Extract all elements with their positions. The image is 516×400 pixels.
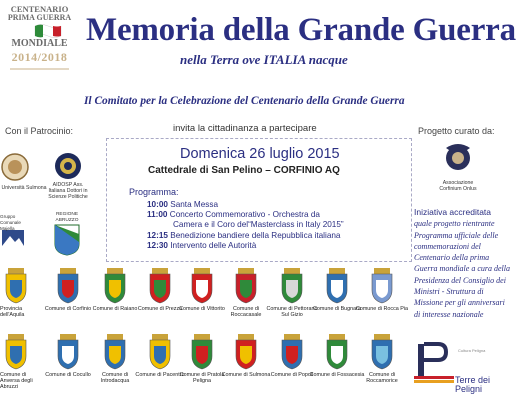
university-seal-icon (0, 150, 30, 184)
accreditation-line: Ministri - Struttura di (414, 287, 484, 297)
corfinium-association-logo-icon (442, 140, 474, 174)
town-caption: Comune di Roccamorice (366, 372, 398, 385)
town-shield-icon (233, 268, 259, 304)
logo-line4: 2014/2018 (11, 50, 68, 64)
town-shield-icon (324, 334, 350, 370)
programma-item (147, 200, 218, 210)
page-subtitle: nella Terra ove ITALIA nacque (180, 52, 348, 67)
university-caption: Università Sulmona (1, 185, 47, 191)
accreditation-text (414, 207, 510, 320)
regione-caption: REGIONE ABRUZZO (55, 212, 79, 223)
town-shield-icon (147, 268, 173, 304)
town-shield-icon (3, 268, 29, 304)
town-shield-icon (279, 268, 305, 304)
logo-line2: PRIMA GUERRA (7, 13, 72, 22)
town-shield-icon (369, 334, 395, 370)
programma-time: 12:15 (147, 231, 168, 240)
town-caption: Comune di Anversa degli Abruzzi (0, 372, 33, 391)
town-shield-icon (55, 334, 81, 370)
town-shield-icon (102, 268, 128, 304)
event-place: Cattedrale di San Pelino – CORFINIO AQ (148, 165, 340, 176)
logo-line1: CENTENARIO (10, 4, 69, 14)
programma-text: Santa Messa (170, 200, 219, 209)
town-caption: Comune di Rocca Pia (355, 306, 409, 312)
town-caption: Comune di Pacentro (135, 372, 185, 378)
programma-item (147, 241, 256, 251)
town-shield-icon (3, 334, 29, 370)
programma-text: Concerto Commemorativo - Orchestra da (169, 210, 320, 219)
town-shield-icon (147, 334, 173, 370)
invitation-text: invita la cittadinanza a partecipare (173, 123, 317, 134)
programma-item (147, 210, 320, 220)
regione-abruzzo-shield-icon (54, 224, 80, 256)
town-shield-icon (102, 334, 128, 370)
programma-time: 10:00 (147, 200, 168, 209)
town-caption: Provincia dell'Aquila (0, 306, 25, 319)
town-caption: Comune di Popoli (270, 372, 314, 378)
progetto-label: Progetto curato da: (418, 126, 495, 136)
town-caption: Comune di Prezza (137, 306, 183, 312)
town-shield-icon (369, 268, 395, 304)
town-caption: Comune di Pratola Peligna (179, 372, 225, 385)
association-caption: Associazione Corfinium Onlus (439, 180, 477, 192)
aidosp-logo-icon (54, 152, 82, 180)
town-caption: Comune di Raiano (92, 306, 138, 312)
town-caption: Comune di Bugnara (313, 306, 361, 312)
accreditation-line: di interesse nazionale (414, 309, 484, 319)
terre-brand: Terre dei Peligni (455, 375, 491, 394)
accreditation-line: Centenario della prima (414, 253, 490, 263)
italian-flag-icon (35, 23, 61, 39)
accreditation-line: quale progetto rientrante (414, 219, 495, 229)
town-caption: Comune di Cocullo (45, 372, 91, 378)
programma-item (147, 231, 340, 241)
committee-line: Il Comitato per la Celebrazione del Centenario della Grande Guerra (84, 95, 405, 107)
programma-text: Intervento delle Autorità (170, 241, 257, 250)
town-shield-icon (189, 268, 215, 304)
patrocinio-label: Con il Patrocinio: (5, 126, 74, 136)
town-shield-icon (324, 268, 350, 304)
logo-line3: MONDIALE (11, 38, 68, 49)
programma-item (173, 220, 344, 230)
accreditation-line: commemorazioni del (414, 241, 481, 251)
town-caption: Comune di Pettorano Sul Gizio (266, 306, 318, 319)
page-title: Memoria della Grande Guerra (86, 12, 516, 48)
aidosp-caption: AIDOSP Ass. Italiana Dottori in Scienze Politiche (48, 182, 88, 200)
town-caption: Comune di Corfinio (44, 306, 92, 312)
accreditation-line: Iniziativa accreditata (414, 207, 492, 217)
accreditation-line: Presidenza del Consiglio dei (414, 275, 506, 285)
town-caption: Comune di Sulmona (221, 372, 271, 378)
programma-text: Benedizione bandiere della Repubblica italiana (170, 231, 341, 240)
accreditation-line: Missione per gli anniversari (414, 298, 505, 308)
programma-text: Camera e il Coro del“Masterclass in Italy 2015” (173, 220, 344, 229)
town-caption: Comune di Introdacqua (100, 372, 130, 385)
town-shield-icon (233, 334, 259, 370)
programma-time: 11:00 (147, 210, 168, 219)
town-caption: Comune di Fossacesia (309, 372, 365, 378)
accreditation-line: Programma ufficiale delle (414, 230, 499, 240)
town-caption: Comune di Roccacasale (230, 306, 262, 319)
programma-time: 12:30 (147, 241, 168, 250)
event-date: Domenica 26 luglio 2015 (180, 146, 340, 162)
town-shield-icon (279, 334, 305, 370)
centenario-logo (2, 3, 77, 76)
majella-caption: Gruppo Comunale Majella (0, 214, 21, 231)
town-shield-icon (189, 334, 215, 370)
accreditation-line: Guerra mondiale a cura della (414, 264, 510, 274)
terre-note: Cultura Peligna (458, 348, 486, 353)
terre-dei-peligni-logo-icon (414, 340, 454, 386)
programma-label: Programma: (129, 187, 179, 197)
town-caption: Comune di Vittorito (179, 306, 225, 312)
town-shield-icon (55, 268, 81, 304)
